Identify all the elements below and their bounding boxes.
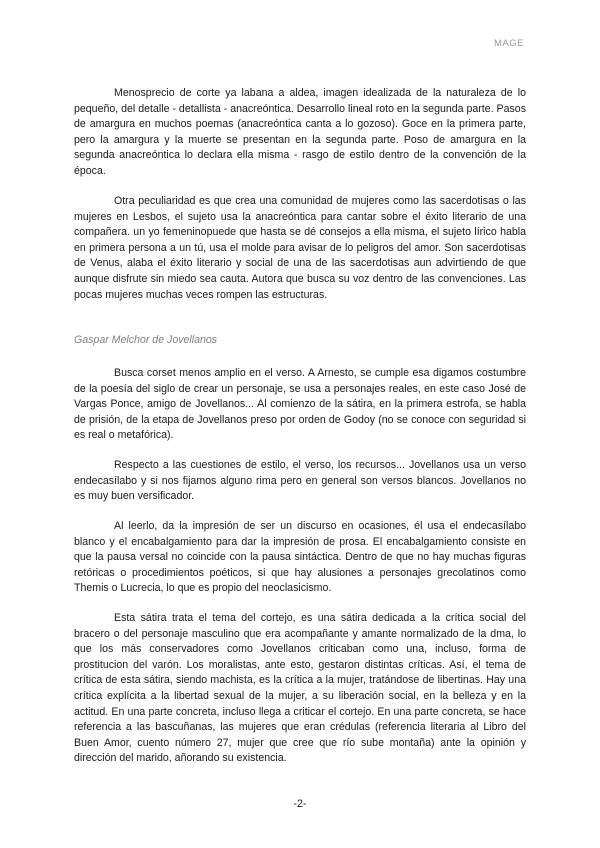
paragraph-cortejo: Esta sátira trata el tema del cortejo, es una sátira dedicada a la crítica social del bracero o del personaje masculino que era acompañante y amante normalizado de la dma, lo que los más conservadores como Jovellanos criticaban como una, incluso, forma de prostitucion del varón. Los moralistas, ante esto, gestaron distintas críticas. Así, el tema de crítica de esta sátira, siendo machista, es la crítica a la mujer, tratándose de libertinas. Hay una crítica explícita a la libertad sexual de la mujer, a su liberación social, en la belleza y en la actitud. En una parte concreta, incluso llega a criticar el cortejo. En una parte concreta, se hace referencia a las bascuñanas, las mujeres que eran crédulas (referencia literaria al Libro del Buen Amor, cuento número 27, mujer que cree que río sube montaña) ante la opinión y dirección del marido, añorando su existencia.: [74, 612, 526, 765]
section-heading-jovellanos: Gaspar Melchor de Jovellanos: [74, 334, 218, 346]
paragraph-anacreontica-intro: Menosprecio de corte ya labana a aldea, imagen idealizada de la naturaleza de lo pequeño, del detalle - detallista - anacreóntica. Desarrollo lineal roto en la segunda parte. Pasos de amargura en muchos poemas (anacreóntica canta a lo gozoso). Goce en la primera parte, pero la amargura y la muerte se presentan en la segunda parte. Poso de amargura en la segunda anacreóntica lo declara ella misma - rasgo de estilo dentro de la convención de la época.: [74, 87, 526, 177]
header-mark: MAGE: [494, 38, 524, 49]
page-number: -2-: [293, 798, 307, 810]
paragraph-encabalgamiento: Al leerlo, da la impresión de ser un discurso en ocasiones, él usa el endecasílabo blanco y el encabalgamiento para dar la impresión de prosa. El encabalgamiento consiste en que la pausa versal no coincide con la pausa sintáctica. Dentro de que no hay muchas figuras retóricas o procedimientos poéticos, si que hay alusiones a personajes grecolatinos como Themis o Lucrecia, lo que es propio del neoclasicismo.: [74, 520, 526, 595]
paragraph-comunidad-mujeres: Otra peculiaridad es que crea una comunidad de mujeres como las sacerdotisas o las mujeres en Lesbos, el sujeto usa la anacreóntica para cantar sobre el éxito literario de una compañera. un yo femeninopuede que hasta se dé consejos a ella misma, el sujeto lírico habla en primera persona a un tú, usa el molde para avisar de lo peligros del amor. Son sacerdotisas de Venus, alaba el éxito literario y social de una de las sacerdotisas aun advirtiendo de que aunque disfrute sin miedo sea cauta. Autora que busca su voz dentro de las convenciones. Las pocas mujeres muchas veces rompen las estructuras.: [74, 195, 526, 301]
paragraph-estilo: Respecto a las cuestiones de estilo, el verso, los recursos... Jovellanos usa un verso endecasílabo y si nos fijamos alguno rima pero en general son versos blancos. Jovellanos no es muy buen versificador.: [74, 459, 526, 503]
paragraph-arnesto: Busca corset menos amplio en el verso. A Arnesto, se cumple esa digamos costumbre de la poesía del siglo de crear un personaje, se usa a personajes reales, en este caso José de Vargas Ponce, amigo de Jovellanos... Al comienzo de la sátira, en la primera estrofa, se habla de prisión, de la etapa de Jovellanos preso por orden de Godoy (no se conoce con seguridad si es real o metafórica).: [74, 367, 526, 442]
